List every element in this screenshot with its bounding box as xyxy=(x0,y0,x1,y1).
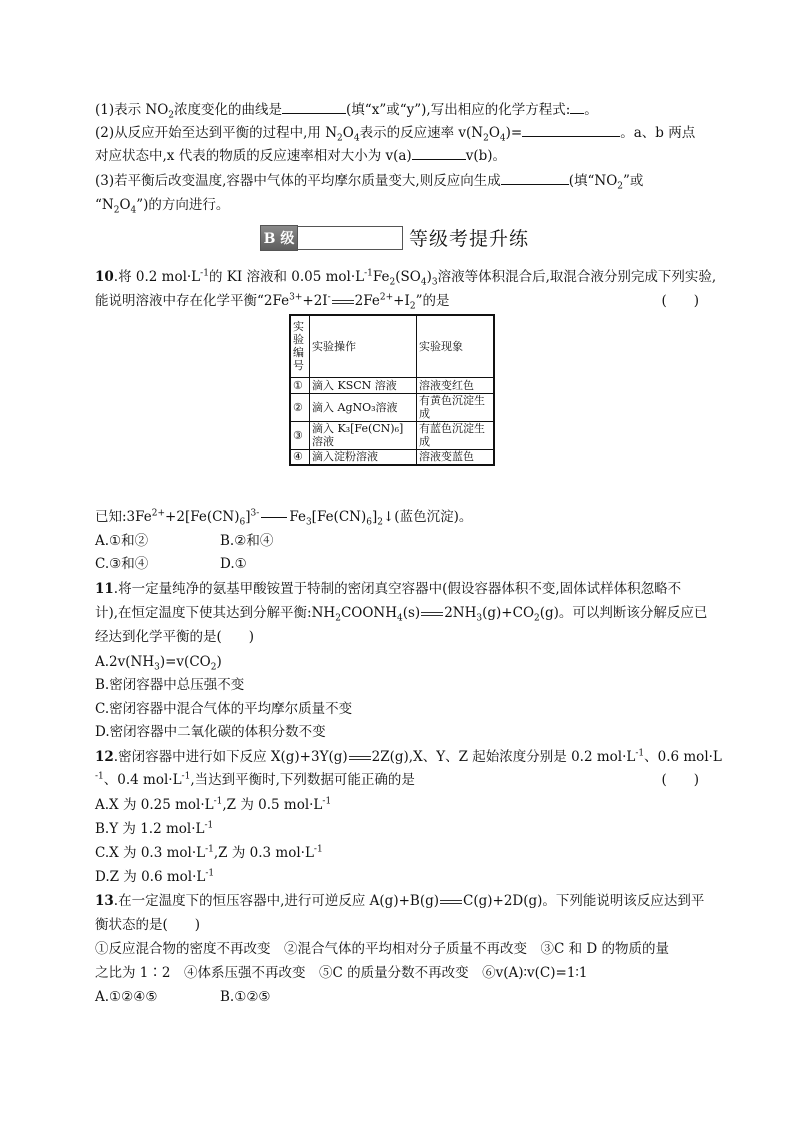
table-row xyxy=(290,421,494,449)
q10-line-2: 能说明溶液中存在化学平衡“$2Fe^{3+}+2I^-$ $2Fe^{2+}+I_2$”的是 ( ) xyxy=(95,292,699,312)
cell-phenomenon: 有蓝色沉淀生成 xyxy=(417,421,495,449)
header-phenomenon: 实验现象 xyxy=(417,315,495,377)
q13-option-b[interactable]: B.①②⑤ xyxy=(220,989,271,1005)
q12-line-1: 12.密闭容器中进行如下反应 X(g)+3Y(g) 2Z(g),X、Y、Z 起始浓度分别是 0.2 $mol\cdot L^{-1}$、0.6 mol·L xyxy=(95,748,722,765)
table-header-row xyxy=(290,315,494,377)
cell-phenomenon: 有黄色沉淀生成 xyxy=(417,393,495,421)
equilibrium-arrow-icon xyxy=(332,299,354,305)
table-row xyxy=(290,377,494,393)
answer-paren[interactable]: ( ) xyxy=(661,772,699,788)
q9-line-4: (3)若平衡后改变温度,容器中气体的平均摩尔质量变大,则反应向生成 (填“$NO_2$”或 xyxy=(95,173,644,192)
q11-option-d[interactable]: D.密闭容器中二氧化碳的体积分数不变 xyxy=(95,724,326,740)
answer-blank[interactable] xyxy=(412,147,466,160)
equilibrium-arrow-icon xyxy=(421,611,443,617)
q12-option-d[interactable]: D.Z 为 0.6 $mol\cdot L^{-1}$ xyxy=(95,868,215,885)
q9-line-3: 对应状态中,x 代表的物质的反应速率相对大小为 v(a) v(b)。 xyxy=(95,148,507,164)
cell-no: ② xyxy=(290,393,310,421)
cell-operation: 滴入淀粉溶液 xyxy=(310,449,417,465)
cell-phenomenon: 溶液变蓝色 xyxy=(417,449,495,465)
equals-line-icon xyxy=(261,517,287,518)
cell-no: ③ xyxy=(290,421,310,449)
q9-line-1: (1)表示 $NO_2$浓度变化的曲线是 (填“x”或“y”),写出相应的化学方程式: 。 xyxy=(95,102,598,121)
cell-no: ① xyxy=(290,377,310,393)
answer-blank[interactable] xyxy=(522,124,620,137)
q11-option-b[interactable]: B.密闭容器中总压强不变 xyxy=(95,677,245,693)
q13-line-1: 13.在一定温度下的恒压容器中,进行可逆反应 A(g)+B(g) C(g)+2D(g)。下列能说明该反应达到平 xyxy=(95,893,705,909)
cell-phenomenon: 溶液变红色 xyxy=(417,377,495,393)
q12-option-c[interactable]: C.X 为 0.3 $mol\cdot L^{-1},Z$ 为 0.3 $mol\cdot L^{-1}$ xyxy=(95,844,323,861)
cell-operation: 滴入 K₃[Fe(CN)₆]溶液 xyxy=(310,421,417,449)
answer-blank[interactable] xyxy=(282,101,346,114)
q11-option-c[interactable]: C.密闭容器中混合气体的平均摩尔质量不变 xyxy=(95,701,353,717)
q13-line-4: 之比为 1∶2 ④体系压强不再改变 ⑤C 的质量分数不再改变 ⑥v(A)∶v(C)=1∶1 xyxy=(95,965,588,981)
q11-line-3: 经达到化学平衡的是( ) xyxy=(95,629,255,645)
q10-option-d[interactable]: D.① xyxy=(220,556,247,572)
q10-option-c[interactable]: C.③和④ xyxy=(95,556,149,572)
header-operation: 实验操作 xyxy=(310,315,417,377)
q9-line-5: “$N_2O_4$”)的方向进行。 xyxy=(95,197,230,216)
q12-option-b[interactable]: B.Y 为 1.2 $mol\cdot L^{-1}$ xyxy=(95,820,214,837)
q11-line-2: 计),在恒定温度下使其达到分解平衡$:NH_2COONH_4(s)$ $2NH_3(g)+CO_2(g)$。可以判断该分解反应已 xyxy=(95,605,708,624)
q13-line-2: 衡状态的是( ) xyxy=(95,917,201,933)
q10-option-a[interactable]: A.①和② xyxy=(95,533,149,549)
level-heading xyxy=(260,224,529,251)
q13-option-a[interactable]: A.①②④⑤ xyxy=(95,989,158,1005)
answer-paren[interactable]: ( ) xyxy=(661,293,699,309)
level-badge: B 级 xyxy=(260,225,298,251)
cell-operation: 滴入 KSCN 溶液 xyxy=(310,377,417,393)
cell-operation: 滴入 AgNO₃溶液 xyxy=(310,393,417,421)
q10-line-1: 10.将 0.2 $mol\cdot L^{-1}$的 KI 溶液和 0.05 $mol\cdot L^{-1}Fe_2(SO_4)_3$溶液等体积混合后,取混合液分别完成下列实验, xyxy=(95,268,717,288)
q10-known: 已知$:3Fe^{2+}+2[Fe(CN)_6]^{3-}$ $Fe_3[Fe(CN)_6]_2↓$(蓝色沉淀)。 xyxy=(95,508,473,528)
level-title: 等级考提升练 xyxy=(409,228,530,250)
equilibrium-arrow-icon xyxy=(349,755,371,761)
q12-line-2: $^{-1}$、0.4 $mol\cdot L^{-1}$,当达到平衡时,下列数据可能正确的是 ( ) xyxy=(95,771,699,788)
q10-option-b[interactable]: B.②和④ xyxy=(220,533,274,549)
q13-line-3: ①反应混合物的密度不再改变 ②混合气体的平均相对分子质量不再改变 ③C 和 D 的物质的量 xyxy=(95,941,670,957)
table-row xyxy=(290,449,494,465)
header-no: 实验编号 xyxy=(290,315,310,377)
q11-line-1: 11.将一定量纯净的氨基甲酸铵置于特制的密闭真空容器中(假设容器体积不变,固体试样体积忽略不 xyxy=(95,581,682,597)
q11-option-a[interactable]: $A.2v(NH_3)=v(CO_2)$ xyxy=(95,654,222,673)
level-badge-box xyxy=(298,226,403,250)
equilibrium-arrow-icon xyxy=(440,899,462,905)
answer-blank[interactable] xyxy=(501,172,569,185)
q12-option-a[interactable]: A.X 为 0.25 $mol\cdot L^{-1},Z$ 为 0.5 $mol\cdot L^{-1}$ xyxy=(95,796,332,813)
answer-blank[interactable] xyxy=(570,101,584,114)
table-row xyxy=(290,393,494,421)
experiment-table xyxy=(289,314,495,466)
cell-no: ④ xyxy=(290,449,310,465)
q9-line-2: (2)从反应开始至达到平衡的过程中,用 $N_2O_4$表示的反应速率 $v(N_2O_4)=$ 。a、b 两点 xyxy=(95,125,696,144)
